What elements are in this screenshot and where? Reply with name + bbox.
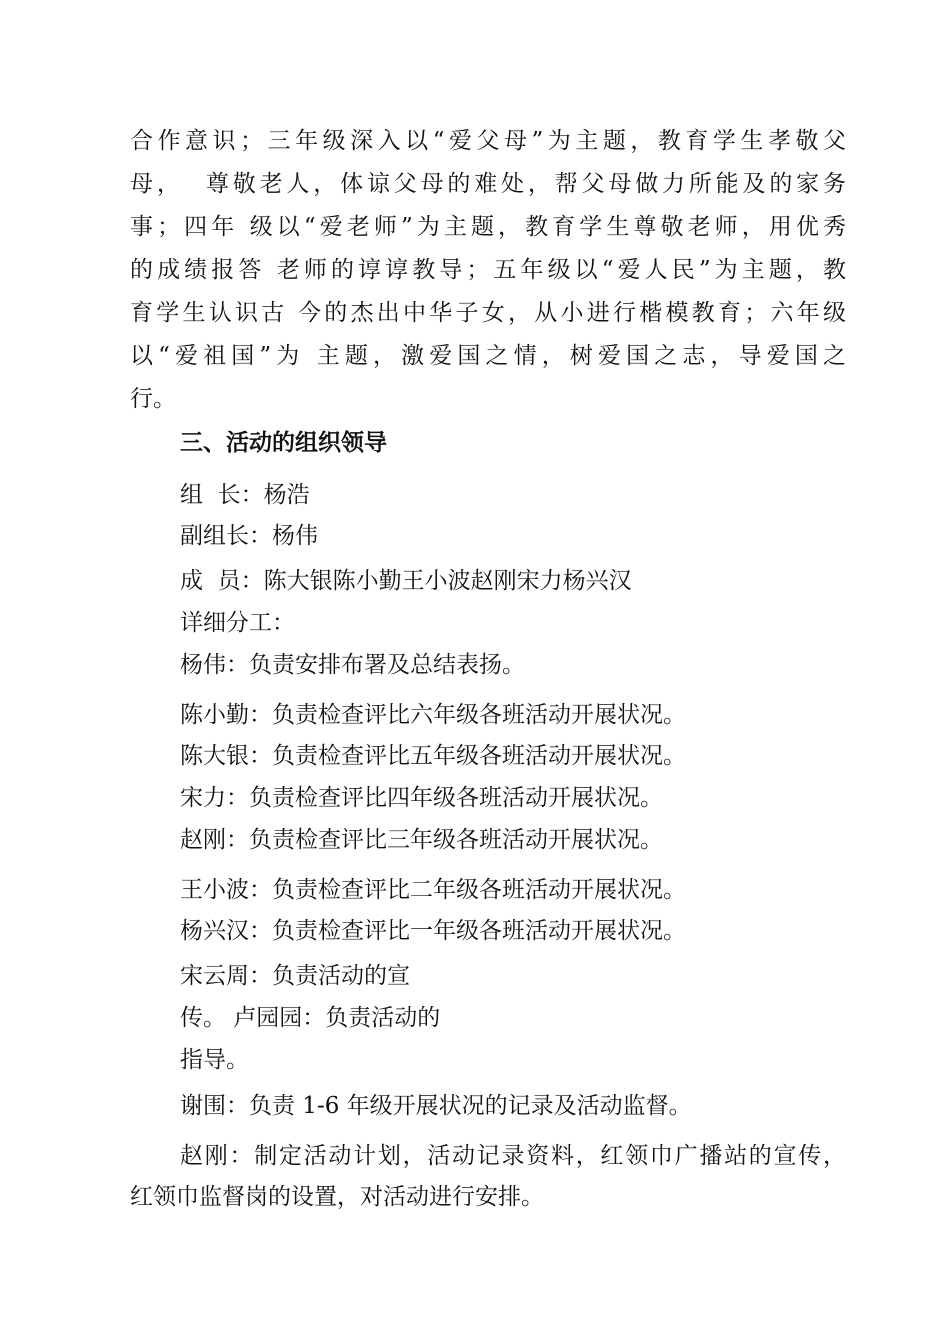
intro-line-5: 育学生认识古 今的杰出中华子女，从小进行楷模教育；六年级: [130, 300, 846, 326]
intro-line-1: 合作意识；三年级深入以“爱父母”为主题，教育学生孝敬父: [130, 128, 846, 154]
intro-line-3: 事；四年 级以“爱老师”为主题，教育学生尊敬老师，用优秀: [130, 214, 846, 240]
duty-line: 杨伟：负责安排布署及总结表扬。: [180, 652, 525, 678]
leader-line: 组 长：杨浩: [180, 482, 310, 508]
duty-line: 宋力：负责检查评比四年级各班活动开展状况。: [180, 785, 663, 811]
intro-line-7: 行。: [130, 386, 176, 412]
members-line: 成 员：陈大银陈小勤王小波赵刚宋力杨兴汉: [180, 568, 632, 594]
division-title: 详细分工：: [180, 610, 295, 636]
closing-line-1: 赵刚：制定活动计划，活动记录资料，红领巾广播站的宣传，: [180, 1143, 846, 1169]
intro-line-6: 以“爱祖国”为 主题，激爱国之情，树爱国之志，导爱国之: [130, 343, 846, 369]
section-heading: 三、活动的组织领导: [180, 430, 387, 456]
duty-line: 陈小勤：负责检查评比六年级各班活动开展状况。: [180, 702, 686, 728]
duty-line: 宋云周：负责活动的宣: [180, 963, 410, 989]
duty-line: 谢围：负责 1-6 年级开展状况的记录及活动监督。: [180, 1093, 692, 1119]
duty-line: 指导。: [180, 1047, 249, 1073]
duty-line: 杨兴汉：负责检查评比一年级各班活动开展状况。: [180, 918, 686, 944]
intro-line-2: 母， 尊敬老人，体谅父母的难处，帮父母做力所能及的家务: [130, 171, 846, 197]
closing-line-2: 红领巾监督岗的设置，对活动进行安排。: [130, 1184, 544, 1210]
duty-line: 王小波：负责检查评比二年级各班活动开展状况。: [180, 877, 686, 903]
intro-line-4: 的成绩报答 老师的谆谆教导；五年级以“爱人民”为主题，教: [130, 257, 846, 283]
vice-leader-line: 副组长：杨伟: [180, 523, 318, 549]
duty-line: 传。 卢园园：负责活动的: [180, 1005, 441, 1031]
duty-line: 陈大银：负责检查评比五年级各班活动开展状况。: [180, 743, 686, 769]
duty-line: 赵刚：负责检查评比三年级各班活动开展状况。: [180, 827, 663, 853]
